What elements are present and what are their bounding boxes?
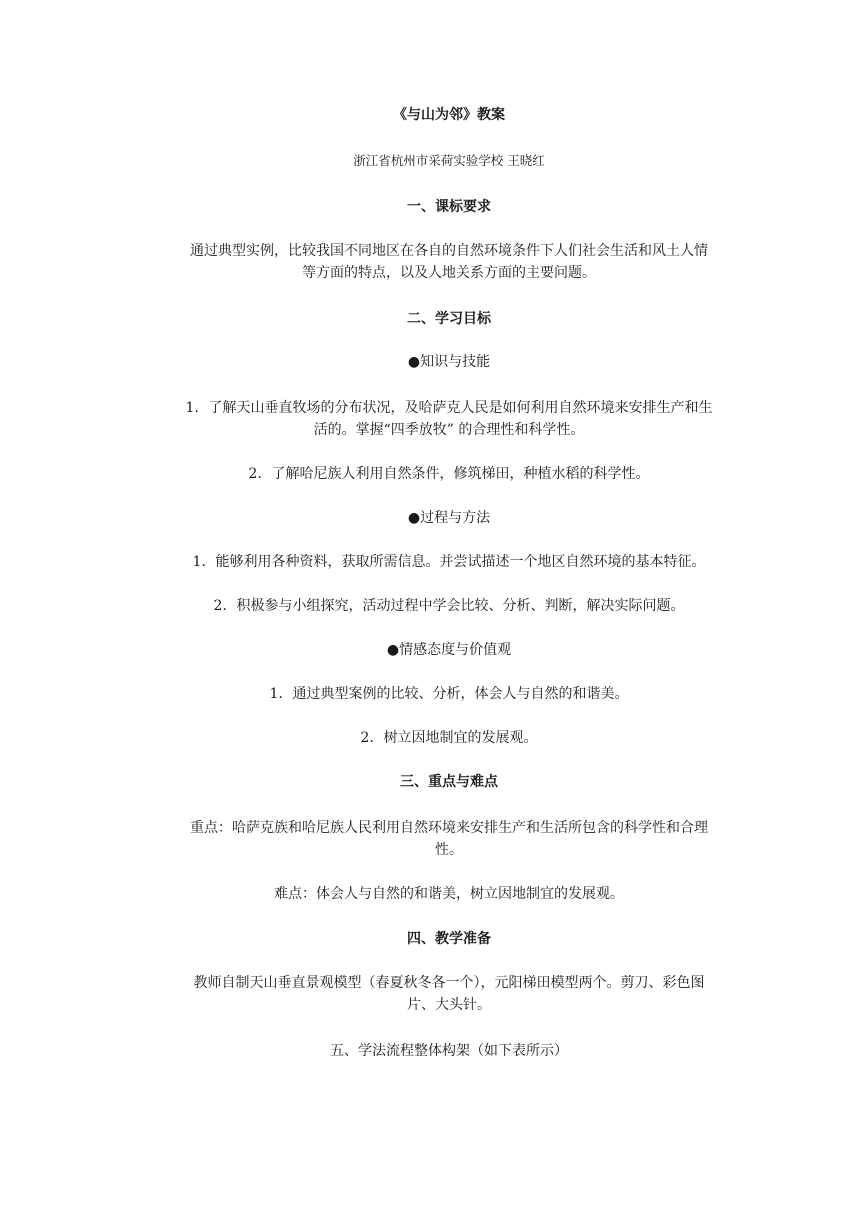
section-heading-4: 四、教学准备 [407,931,491,947]
paragraph-line: 1．通过典型案例的比较、分析，体会人与自然的和谐美。 [269,686,629,702]
author-line: 浙江省杭州市采荷实验学校 王晓红 [353,153,545,168]
paragraph-line: 1．能够利用各种资料，获取所需信息。并尝试描述一个地区自然环境的基本特征。 [192,554,706,570]
paragraph-line: 教师自制天山垂直景观模型（春夏秋冬各一个），元阳梯田模型两个。剪刀、彩色图 [193,975,705,991]
paragraph-line: 2．树立因地制宜的发展观。 [360,730,538,746]
section-heading-2: 二、学习目标 [407,311,491,327]
paragraph-line: 等方面的特点，以及人地关系方面的主要问题。 [302,265,596,281]
paragraph-line: 1．了解天山垂直牧场的分布状况，及哈萨克人民是如何利用自然环境来安排生产和生 [185,400,713,416]
paragraph-line: 活的。掌握“四季放牧” 的合理性和科学性。 [313,422,585,438]
section-heading-1: 一、课标要求 [407,199,491,215]
paragraph-line: 片、大头针。 [407,997,491,1013]
paragraph-line: 通过典型实例，比较我国不同地区在各自的自然环境条件下人们社会生活和风土人情 [190,243,708,259]
paragraph-line: 2．积极参与小组探究，活动过程中学会比较、分析、判断，解决实际问题。 [213,598,685,614]
document-title: 《与山为邻》教案 [393,107,505,123]
paragraph-line: 重点：哈萨克族和哈尼族人民利用自然环境来安排生产和生活所包含的科学性和合理 [190,820,708,836]
paragraph-line: 2．了解哈尼族人利用自然条件，修筑梯田，种植水稻的科学性。 [248,466,650,482]
section-heading-5: 五、学法流程整体构架（如下表所示） [330,1043,568,1059]
paragraph-line: 难点：体会人与自然的和谐美，树立因地制宜的发展观。 [274,886,624,902]
subheading-process: ●过程与方法 [407,510,491,526]
subheading-values: ●情感态度与价值观 [386,642,512,658]
paragraph-line: 性。 [435,842,463,858]
section-heading-3: 三、重点与难点 [400,774,498,790]
subheading-knowledge: ●知识与技能 [407,354,491,370]
